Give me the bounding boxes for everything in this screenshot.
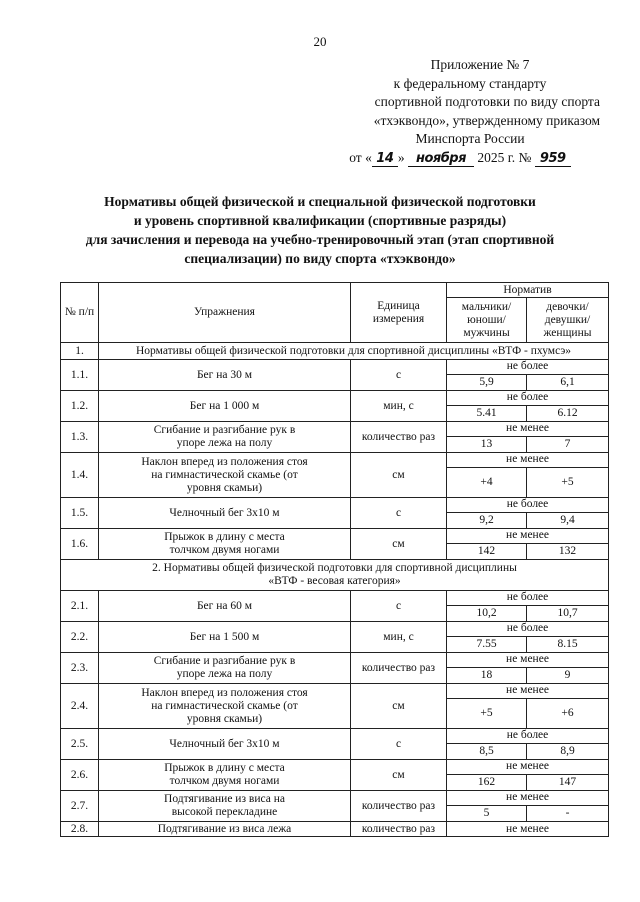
row-condition: не менее: [447, 453, 609, 468]
table-row: [61, 791, 609, 806]
date-day: 14: [372, 152, 398, 167]
appendix-line-5: Минспорта России: [415, 131, 525, 146]
row-exercise: Подтягивание из виса лежа: [99, 822, 351, 837]
row-unit: с: [351, 498, 447, 529]
row-num: 2.6.: [61, 760, 99, 791]
row-exercise: Челночный бег 3х10 м: [99, 729, 351, 760]
row-condition: не менее: [447, 822, 609, 837]
row-num: 2.2.: [61, 622, 99, 653]
row-exercise: Прыжок в длину с места толчком двумя ногами: [99, 529, 351, 560]
row-condition: не более: [447, 391, 609, 406]
row-boys-value: +5: [447, 698, 527, 728]
row-unit: количество раз: [351, 653, 447, 684]
row-boys-value: +4: [447, 467, 527, 497]
row-girls-value: 7: [527, 436, 609, 452]
header-exercise: Упражнения: [99, 283, 351, 343]
title-line-1: Нормативы общей физической и специальной физической подготовки: [104, 194, 536, 209]
row-exercise: Бег на 1 500 м: [99, 622, 351, 653]
row-condition: не менее: [447, 684, 609, 699]
row-num: 1.1.: [61, 360, 99, 391]
row-boys-value: 13: [447, 436, 527, 452]
row-condition: не менее: [447, 760, 609, 775]
row-condition: не более: [447, 622, 609, 637]
date-month: ноября: [408, 152, 474, 167]
header-num: № п/п: [61, 283, 99, 343]
table-row: [61, 498, 609, 513]
title-line-2: и уровень спортивной квалификации (спортивные разряды): [133, 213, 507, 228]
section-1-num: 1.: [61, 343, 99, 360]
row-exercise: Подтягивание из виса на высокой перекладине: [99, 791, 351, 822]
table-row: [61, 422, 609, 437]
table-row: [61, 391, 609, 406]
row-girls-value: 6.12: [527, 405, 609, 421]
row-num: 1.6.: [61, 529, 99, 560]
section-2-row: [61, 560, 609, 591]
row-unit: количество раз: [351, 822, 447, 837]
order-number: 959: [535, 152, 571, 167]
row-unit: см: [351, 453, 447, 498]
row-num: 1.4.: [61, 453, 99, 498]
header-norm: Норматив: [447, 283, 609, 298]
date-year: 2025 г. №: [477, 149, 532, 165]
appendix-line-3: спортивной подготовки по виду спорта: [374, 94, 600, 109]
header-unit: Единица измерения: [351, 283, 447, 343]
document-title: [20, 192, 620, 268]
row-girls-value: 9: [527, 667, 609, 683]
row-girls-value: 8,9: [527, 743, 609, 759]
row-girls-value: 147: [527, 774, 609, 790]
row-condition: не менее: [447, 422, 609, 437]
row-num: 2.7.: [61, 791, 99, 822]
table-row: [61, 684, 609, 699]
section-2-title-line-1: 2. Нормативы общей физической подготовки для спортивной дисциплины: [152, 562, 517, 574]
table-row: [61, 360, 609, 375]
section-2-title-line-2: «ВТФ - весовая категория»: [268, 575, 401, 587]
row-condition: не менее: [447, 791, 609, 806]
row-exercise: Бег на 30 м: [99, 360, 351, 391]
table-row: [61, 453, 609, 468]
header-girls: девочки/ девушки/ женщины: [527, 298, 609, 343]
section-1-row: [61, 343, 609, 360]
row-girls-value: 8.15: [527, 636, 609, 652]
row-num: 1.2.: [61, 391, 99, 422]
table-row: [61, 622, 609, 637]
header-boys: мальчики/ юноши/ мужчины: [447, 298, 527, 343]
row-exercise: Бег на 1 000 м: [99, 391, 351, 422]
row-condition: не более: [447, 591, 609, 606]
row-exercise: Наклон вперед из положения стоя на гимнастической скамье (от уровня скамьи): [99, 684, 351, 729]
row-exercise: Наклон вперед из положения стоя на гимнастической скамье (от уровня скамьи): [99, 453, 351, 498]
row-unit: см: [351, 684, 447, 729]
row-unit: см: [351, 529, 447, 560]
row-unit: количество раз: [351, 791, 447, 822]
row-num: 2.8.: [61, 822, 99, 837]
row-unit: с: [351, 729, 447, 760]
row-girls-value: +6: [527, 698, 609, 728]
appendix-block: [300, 56, 600, 167]
row-girls-value: +5: [527, 467, 609, 497]
row-boys-value: 18: [447, 667, 527, 683]
row-exercise: Бег на 60 м: [99, 591, 351, 622]
section-1-title: Нормативы общей физической подготовки для спортивной дисциплины «ВТФ - пхумсэ»: [99, 343, 609, 360]
row-condition: не менее: [447, 653, 609, 668]
page-number: 20: [313, 34, 327, 49]
row-girls-value: 6,1: [527, 374, 609, 390]
appendix-line-4: «тхэквондо», утвержденному приказом: [373, 112, 600, 128]
appendix-line-1: Приложение № 7: [430, 57, 530, 72]
row-boys-value: 7.55: [447, 636, 527, 652]
row-num: 2.5.: [61, 729, 99, 760]
table-row: [61, 591, 609, 606]
norms-table: [60, 282, 609, 837]
row-condition: не менее: [447, 529, 609, 544]
row-unit: мин, с: [351, 391, 447, 422]
table-row: [61, 822, 609, 837]
row-unit: с: [351, 360, 447, 391]
appendix-date-line: [300, 149, 600, 168]
row-unit: с: [351, 591, 447, 622]
title-line-4: специализации) по виду спорта «тхэквондо»: [184, 251, 456, 266]
section-2-title: [61, 560, 609, 591]
row-num: 2.4.: [61, 684, 99, 729]
title-line-3: для зачисления и перевода на учебно-тренировочный этап (этап спортивной: [85, 232, 555, 247]
table-row: [61, 653, 609, 668]
row-num: 2.1.: [61, 591, 99, 622]
row-girls-value: 10,7: [527, 605, 609, 621]
row-unit: мин, с: [351, 622, 447, 653]
row-boys-value: 5.41: [447, 405, 527, 421]
row-boys-value: 10,2: [447, 605, 527, 621]
row-unit: см: [351, 760, 447, 791]
row-girls-value: 9,4: [527, 512, 609, 528]
row-condition: не более: [447, 360, 609, 375]
row-exercise: Сгибание и разгибание рук в упоре лежа на полу: [99, 422, 351, 453]
row-num: 2.3.: [61, 653, 99, 684]
row-girls-value: -: [527, 805, 609, 821]
row-exercise: Челночный бег 3х10 м: [99, 498, 351, 529]
row-num: 1.3.: [61, 422, 99, 453]
table-row: [61, 729, 609, 744]
row-exercise: Сгибание и разгибание рук в упоре лежа на полу: [99, 653, 351, 684]
appendix-line-2: к федеральному стандарту: [393, 75, 547, 91]
row-boys-value: 5,9: [447, 374, 527, 390]
row-boys-value: 162: [447, 774, 527, 790]
row-unit: количество раз: [351, 422, 447, 453]
row-boys-value: 142: [447, 543, 527, 559]
row-exercise: Прыжок в длину с места толчком двумя ногами: [99, 760, 351, 791]
table-row: [61, 760, 609, 775]
row-boys-value: 5: [447, 805, 527, 821]
row-condition: не более: [447, 729, 609, 744]
row-girls-value: 132: [527, 543, 609, 559]
date-mid: »: [397, 149, 405, 165]
table-row: [61, 529, 609, 544]
row-condition: не более: [447, 498, 609, 513]
row-boys-value: 8,5: [447, 743, 527, 759]
row-boys-value: 9,2: [447, 512, 527, 528]
row-num: 1.5.: [61, 498, 99, 529]
date-prefix: от «: [349, 149, 372, 165]
